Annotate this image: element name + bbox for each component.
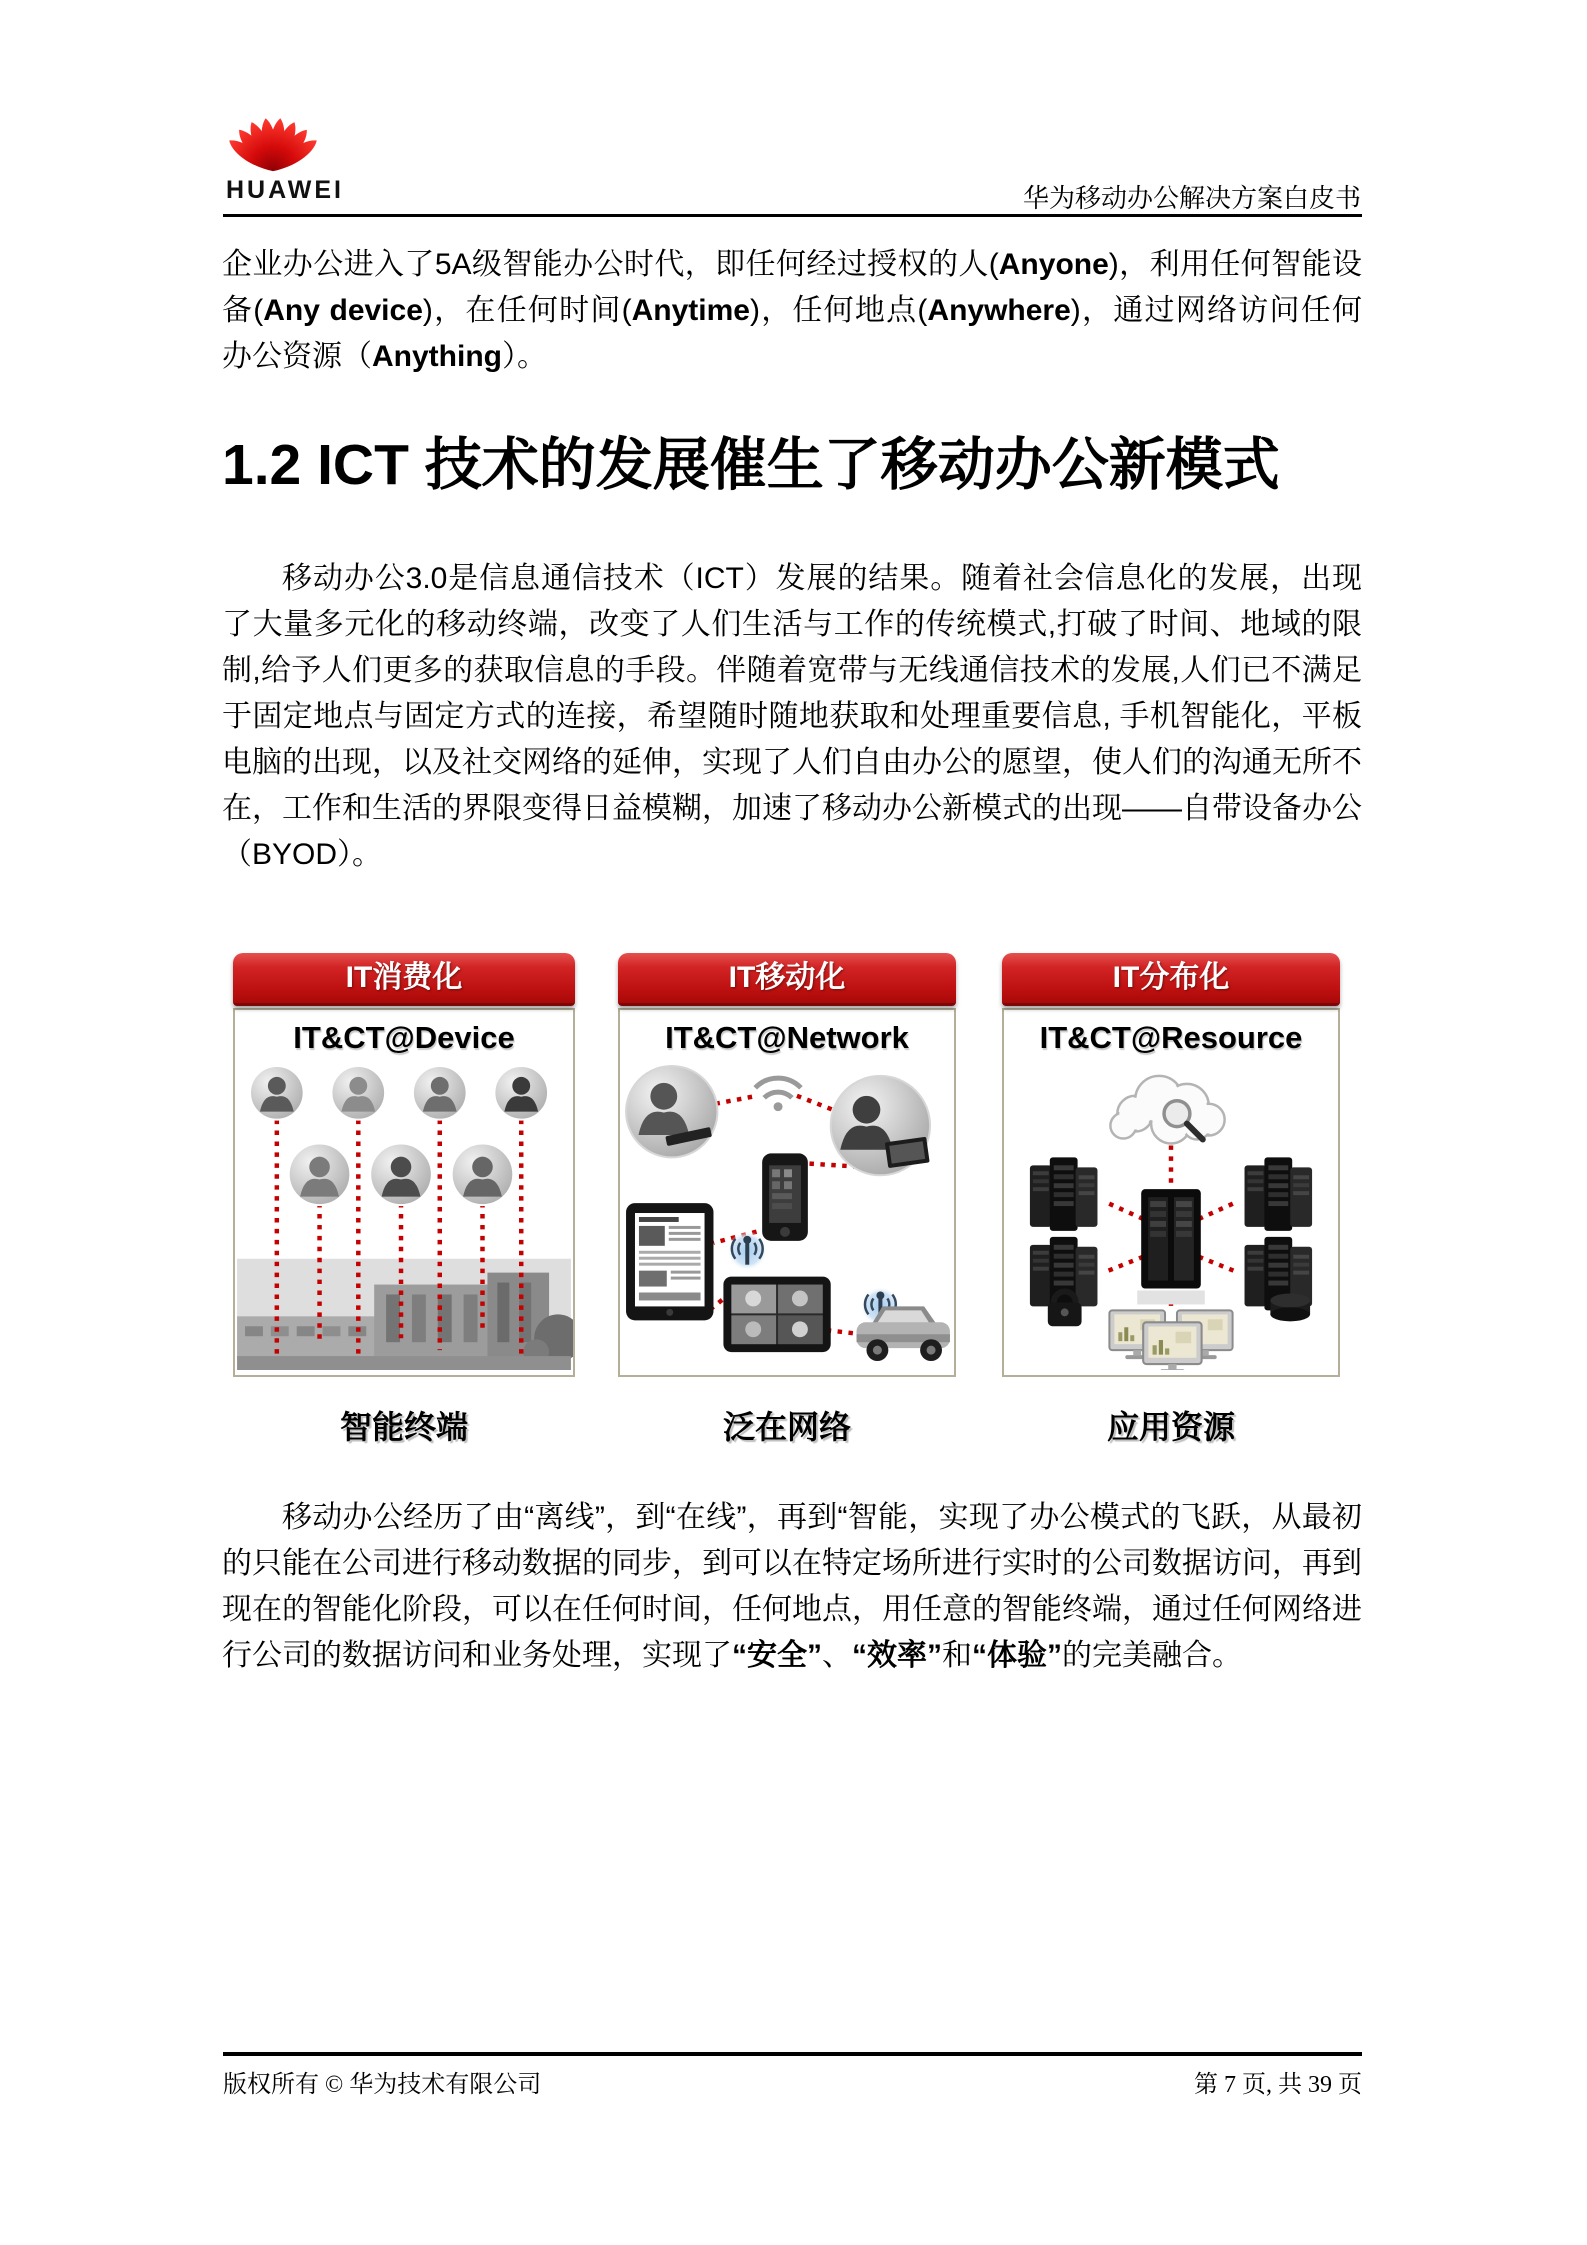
database-icon xyxy=(1270,1293,1310,1321)
card-body xyxy=(1002,1008,1340,1377)
card-body xyxy=(618,1008,956,1377)
section-heading: 1.2 ICT 技术的发展催生了移动办公新模式 xyxy=(222,433,1280,497)
footer-page-number: 第 7 页, 共 39 页 xyxy=(1194,2072,1362,2098)
card-it-mobilization xyxy=(618,953,956,1445)
card-it-consumerization xyxy=(233,953,575,1445)
ict-development-paragraph: 移动办公3.0是信息通信技术（ICT）发展的结果。随着社会信息化的发展，出现了大量多元化的移动终端，改变了人们生活与工作的传统模式,打破了时间、地域的限制,给予人们更多的获取信息的手段。伴随着宽带与无线通信技术的发展,人们已不满足于固定地点与固定方式的连接，希望随时随地获取和处理重要信息, 手机智能化，平板电脑的出现，以及社交网络的延伸，实现了人们自由办公的愿望，使人们的沟通无所不在，工作和生活的界限变得日益模糊，加速了移动办公新模式的出现——自带设备办公（BYOD）。 xyxy=(222,562,1362,871)
footer-copyright: 版权所有 © 华为技术有限公司 xyxy=(223,2072,542,2098)
server-rack-icon xyxy=(1245,1157,1313,1231)
concept-cards xyxy=(222,953,1362,1453)
card-caption: 应用资源 xyxy=(1106,1409,1235,1445)
card-title: IT&CT@Resource xyxy=(1039,1020,1303,1055)
device-illustration xyxy=(235,1062,573,1370)
card-title: IT&CT@Network xyxy=(665,1020,909,1055)
footer-divider xyxy=(223,2052,1362,2056)
card-caption: 智能终端 xyxy=(339,1409,468,1445)
central-server-icon xyxy=(1137,1189,1205,1304)
card-header-label: IT分布化 xyxy=(1112,961,1230,994)
wifi-icon xyxy=(755,1078,801,1111)
header-divider xyxy=(223,214,1362,217)
document-title: 华为移动办公解决方案白皮书 xyxy=(1022,184,1361,213)
cloud-icon xyxy=(1110,1076,1224,1144)
card-caption: 泛在网络 xyxy=(722,1409,851,1445)
huawei-logo-text: HUAWEI xyxy=(226,176,344,204)
resource-illustration xyxy=(1004,1062,1338,1370)
people-photo-icons xyxy=(250,1066,548,1205)
evolution-paragraph: 移动办公经历了由“离线”，到“在线”，再到“智能，实现了办公模式的飞跃，从最初的只能在公司进行移动数据的同步，到可以在特定场所进行实时的公司数据访问，再到现在的智能化阶段，可以在任何时间，任何地点，用任意的智能终端，通过任何网络进行公司的数据访问和业务处理，实现了“安全”、“效率”和“体验”的完美融合。 xyxy=(222,1501,1362,1672)
smartphone-icon xyxy=(762,1153,808,1240)
card-it-distribution xyxy=(1002,953,1340,1445)
card-header xyxy=(233,953,575,1006)
card-header-label: IT移动化 xyxy=(728,961,846,994)
intro-paragraph: 企业办公进入了5A级智能办公时代，即任何经过授权的人(Anyone)，利用任何智能设备(Any device)，在任何时间(Anytime)，任何地点(Anywhere)，通过网络访问任何办公资源（Anything）。 xyxy=(222,248,1362,373)
card-body xyxy=(233,1008,575,1377)
server-rack-icon xyxy=(1030,1157,1098,1231)
card-title: IT&CT@Device xyxy=(293,1020,515,1055)
tablet-icon xyxy=(626,1203,713,1320)
card-header-label: IT消费化 xyxy=(345,961,463,994)
card-header xyxy=(618,953,956,1006)
monitor-icon xyxy=(1143,1322,1201,1370)
network-illustration xyxy=(620,1062,954,1370)
antenna-icon xyxy=(727,1231,767,1271)
card-header xyxy=(1002,953,1340,1006)
huawei-logo xyxy=(226,113,344,205)
video-conference-icon xyxy=(723,1277,830,1353)
huawei-flower-icon xyxy=(226,113,320,173)
server-rack-icon xyxy=(1030,1237,1098,1311)
